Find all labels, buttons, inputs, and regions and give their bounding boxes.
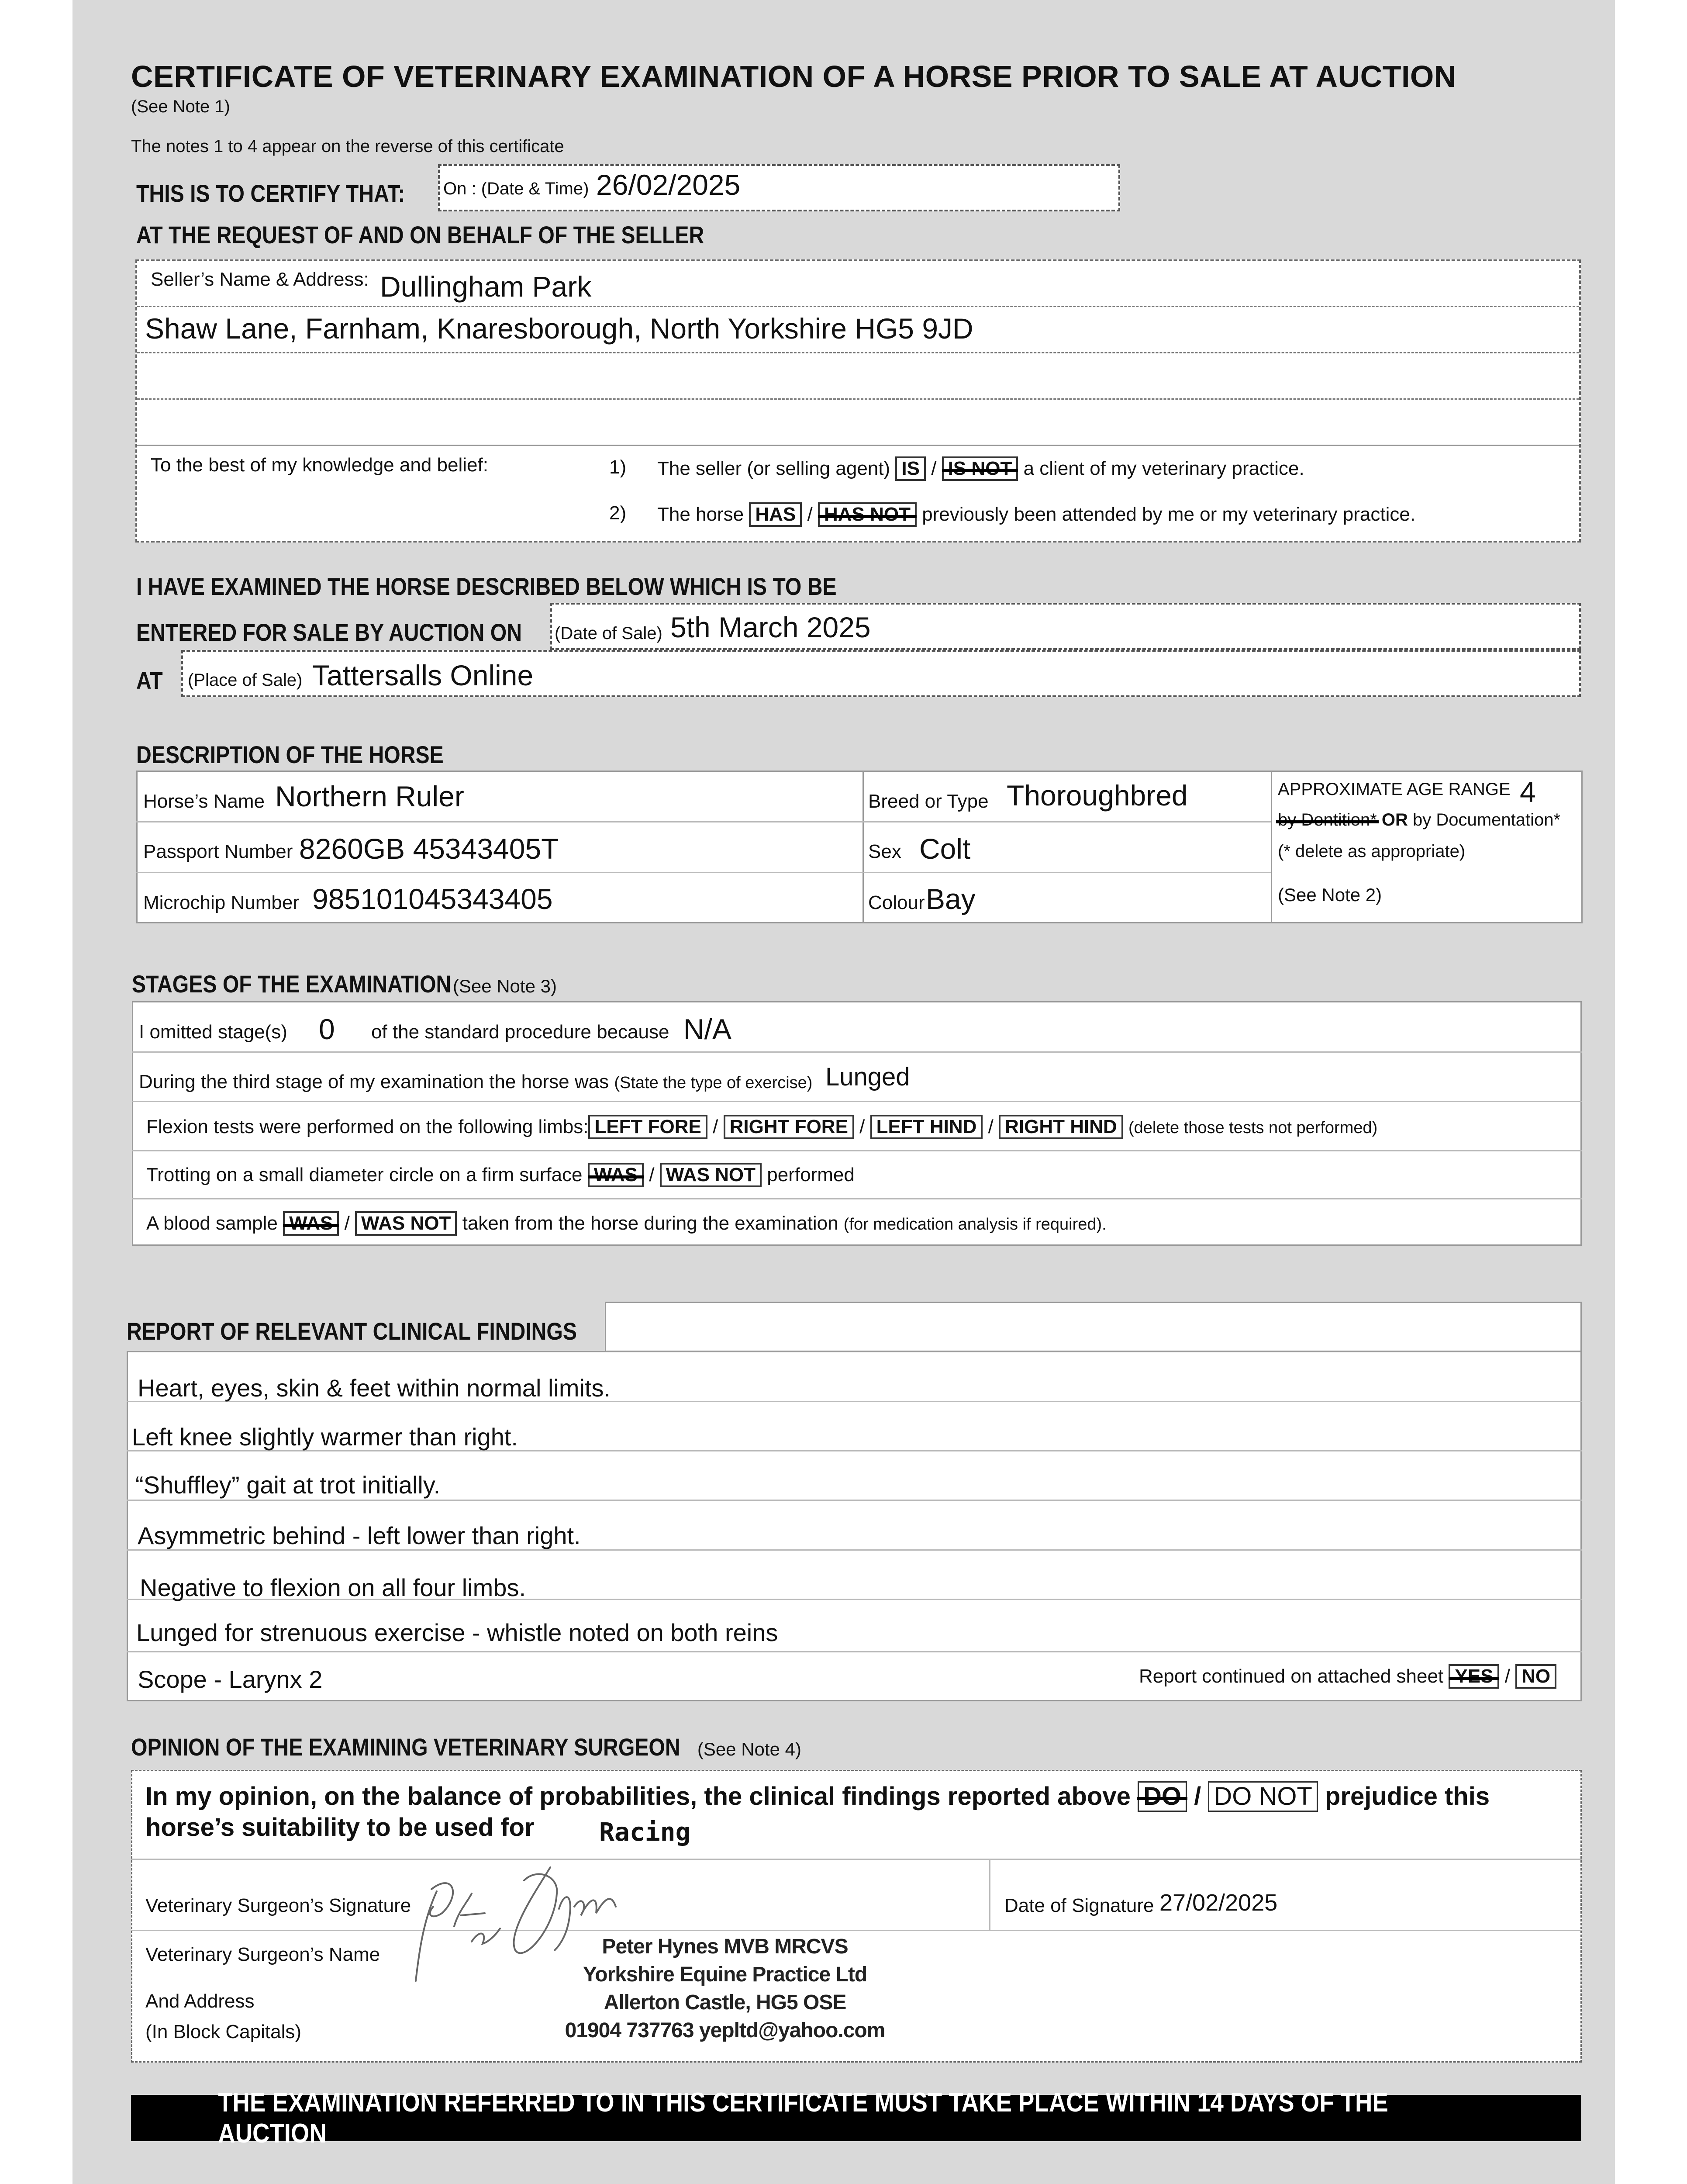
entered-label: ENTERED FOR SALE BY AUCTION ON (136, 619, 522, 646)
seller-box (135, 259, 1581, 543)
table-divider (132, 1150, 1582, 1151)
seller-name-value[interactable]: Dullingham Park (380, 270, 592, 303)
slash: / (713, 1116, 718, 1137)
seller-divider (137, 398, 1579, 400)
item2-pre: The horse (657, 504, 744, 525)
finding-line[interactable]: Scope - Larynx 2 (138, 1666, 323, 1693)
blood-was-not-option[interactable]: WAS NOT (355, 1211, 457, 1236)
findings-line (127, 1651, 1582, 1652)
table-divider (862, 771, 864, 923)
third-stage-row (139, 1071, 812, 1093)
seller-divider (137, 445, 1579, 446)
on-label: On : (Date & Time) (443, 179, 589, 198)
third-stage-note: (State the type of exercise) (614, 1074, 813, 1092)
flexion-right-fore[interactable]: RIGHT FORE (724, 1115, 854, 1139)
item1-pre: The seller (or selling agent) (657, 458, 890, 479)
colour-value[interactable]: Bay (926, 883, 976, 915)
or-text: OR (1381, 810, 1408, 829)
certificate-title: CERTIFICATE OF VETERINARY EXAMINATION OF A HORSE PRIOR TO SALE AT AUCTION (131, 59, 1456, 93)
seller-divider (137, 306, 1579, 307)
horse-name-label: Horse’s Name (143, 791, 265, 812)
delete-note: (* delete as appropriate) (1278, 842, 1466, 861)
table-divider (136, 821, 1271, 822)
age-label: APPROXIMATE AGE RANGE (1278, 780, 1511, 799)
slash: / (649, 1164, 655, 1185)
flexion-row (146, 1115, 1377, 1139)
opinion-heading (131, 1733, 801, 1761)
examined-label: I HAVE EXAMINED THE HORSE DESCRIBED BELOW WHICH IS TO BE (136, 573, 837, 600)
opinion-text-pre: In my opinion, on the balance of probabilities, the clinical findings reported above (145, 1782, 1131, 1811)
passport-label: Passport Number (143, 841, 293, 862)
opinion-note: (See Note 4) (697, 1739, 801, 1759)
finding-line[interactable]: “Shuffley” gait at trot initially. (135, 1471, 441, 1499)
third-stage-label: During the third stage of my examination the horse was (139, 1071, 609, 1092)
table-divider (1271, 771, 1272, 923)
opinion-line2: horse’s suitability to be used for (145, 1813, 535, 1842)
description-heading: DESCRIPTION OF THE HORSE (136, 741, 444, 768)
omitted-label: I omitted stage(s) (139, 1021, 287, 1043)
exam-date-value: 26/02/2025 (596, 169, 741, 201)
trotting-was-option[interactable]: WAS (588, 1163, 644, 1187)
slash: / (859, 1116, 865, 1137)
age-method (1278, 810, 1560, 830)
horse-name-value[interactable]: Northern Ruler (275, 780, 464, 812)
stamp-line: Peter Hynes MVB MRCVS (602, 1935, 848, 1958)
by-dentition-option[interactable]: by Dentition* (1278, 810, 1377, 829)
table-divider (132, 1101, 1582, 1102)
see-note-2: (See Note 2) (1278, 885, 1382, 905)
continued-label: Report continued on attached sheet (1139, 1666, 1444, 1687)
request-label: AT THE REQUEST OF AND ON BEHALF OF THE SELLER (136, 221, 704, 249)
at-label: AT (136, 667, 163, 694)
microchip-label: Microchip Number (143, 892, 299, 913)
flexion-label: Flexion tests were performed on the following limbs: (146, 1116, 589, 1137)
opinion-line1 (145, 1781, 1490, 1812)
opinion-do-not-option[interactable]: DO NOT (1208, 1781, 1318, 1812)
colour-label: Colour (868, 892, 925, 913)
breed-value[interactable]: Thoroughbred (1007, 779, 1188, 812)
vet-name-label: Veterinary Surgeon’s Name (145, 1944, 380, 1965)
table-divider (136, 872, 1271, 873)
sale-place-value: Tattersalls Online (312, 659, 534, 691)
trotting-was-not-option[interactable]: WAS NOT (660, 1163, 762, 1187)
notes-text: The notes 1 to 4 appear on the reverse of this certificate (131, 137, 564, 156)
opinion-divider (131, 1859, 1582, 1860)
procedure-value[interactable]: N/A (683, 1013, 732, 1045)
breed-label: Breed or Type (868, 791, 989, 812)
flexion-right-hind[interactable]: RIGHT HIND (999, 1115, 1123, 1139)
findings-line (127, 1500, 1582, 1501)
sex-value[interactable]: Colt (919, 833, 971, 865)
findings-header-box (605, 1302, 1582, 1352)
vet-stamp (546, 1933, 904, 2045)
trotting-row (146, 1163, 855, 1187)
item1-row (657, 456, 1304, 481)
slash: / (988, 1116, 994, 1137)
sex-label: Sex (868, 841, 901, 862)
continued-yes-option[interactable]: YES (1449, 1664, 1499, 1689)
stamp-line: Yorkshire Equine Practice Ltd (583, 1963, 867, 1986)
stages-heading (132, 970, 557, 998)
opinion-divider (989, 1859, 990, 1930)
seller-is-not-option[interactable]: IS NOT (942, 456, 1018, 481)
address-label: And Address (145, 1990, 255, 2012)
blood-label: A blood sample (146, 1213, 278, 1234)
seller-name-label: Seller’s Name & Address: (151, 269, 369, 290)
stages-note: (See Note 3) (452, 976, 557, 996)
blood-was-option[interactable]: WAS (283, 1211, 339, 1236)
item2-number: 2) (609, 502, 627, 524)
omitted-value[interactable]: 0 (319, 1013, 335, 1045)
slash: / (807, 504, 813, 525)
continued-row (1139, 1664, 1556, 1689)
item2-row (657, 502, 1415, 527)
see-note-1: (See Note 1) (131, 97, 230, 116)
continued-no-option[interactable]: NO (1515, 1664, 1556, 1689)
finding-line[interactable]: Lunged for strenuous exercise - whistle noted on both reins (136, 1619, 778, 1646)
item2-post: previously been attended by me or my veterinary practice. (922, 504, 1416, 525)
date-signature-value[interactable]: 27/02/2025 (1159, 1890, 1278, 1916)
table-divider (132, 1198, 1582, 1199)
finding-line[interactable]: Negative to flexion on all four limbs. (140, 1574, 526, 1601)
horse-has-not-option[interactable]: HAS NOT (818, 502, 917, 527)
flexion-left-fore[interactable]: LEFT FORE (588, 1115, 707, 1139)
by-documentation-option[interactable]: by Documentation* (1413, 810, 1561, 829)
slash: / (344, 1213, 350, 1234)
table-divider (132, 1051, 1582, 1053)
opinion-divider (131, 1930, 1582, 1931)
certify-label: THIS IS TO CERTIFY THAT: (136, 180, 405, 207)
opinion-title: OPINION OF THE EXAMINING VETERINARY SURGEON (131, 1733, 680, 1761)
procedure-label: of the standard procedure because (371, 1021, 669, 1043)
horse-has-option[interactable]: HAS (749, 502, 802, 527)
age-value[interactable]: 4 (1520, 776, 1536, 808)
use-value[interactable]: Racing (599, 1817, 691, 1847)
slash: / (1194, 1782, 1201, 1811)
opinion-do-option[interactable]: DO (1138, 1781, 1187, 1812)
item1-number: 1) (609, 456, 627, 478)
microchip-value[interactable]: 985101045343405 (312, 883, 553, 915)
footer-banner (131, 2087, 1581, 2149)
opinion-text-post: prejudice this (1325, 1782, 1490, 1811)
findings-heading: REPORT OF RELEVANT CLINICAL FINDINGS (127, 1317, 577, 1345)
passport-value[interactable]: 8260GB 45343405T (299, 833, 559, 865)
sale-place-label: (Place of Sale) (188, 670, 303, 690)
seller-address-value[interactable]: Shaw Lane, Farnham, Knaresborough, North Yorkshire HG5 9JD (145, 312, 973, 345)
footer-text: THE EXAMINATION REFERRED TO IN THIS CERTIFICATE MUST TAKE PLACE WITHIN 14 DAYS OF THE AUCTION (218, 2087, 1388, 2149)
stamp-line: 01904 737763 yepltd@yahoo.com (565, 2019, 885, 2042)
block-caps-label: (In Block Capitals) (145, 2021, 302, 2042)
trotting-post: performed (767, 1164, 855, 1185)
sale-date-label: (Date of Sale) (555, 624, 662, 643)
seller-is-option[interactable]: IS (895, 456, 926, 481)
blood-note: (for medication analysis if required). (843, 1215, 1107, 1234)
stamp-line: Allerton Castle, HG5 OSE (604, 1991, 846, 2014)
slash: / (1504, 1666, 1510, 1687)
signature-label: Veterinary Surgeon’s Signature (145, 1895, 411, 1916)
belief-label: To the best of my knowledge and belief: (151, 454, 488, 476)
third-stage-value[interactable]: Lunged (825, 1063, 910, 1091)
flexion-note: (delete those tests not performed) (1128, 1119, 1378, 1137)
finding-line[interactable]: Asymmetric behind - left lower than right. (138, 1522, 581, 1549)
blood-row (146, 1211, 1107, 1236)
flexion-left-hind[interactable]: LEFT HIND (870, 1115, 983, 1139)
trotting-label: Trotting on a small diameter circle on a firm surface (146, 1164, 583, 1185)
finding-line[interactable]: Heart, eyes, skin & feet within normal limits. (138, 1374, 611, 1402)
seller-divider (137, 352, 1579, 353)
stages-title: STAGES OF THE EXAMINATION (132, 970, 452, 998)
blood-post: taken from the horse during the examination (462, 1213, 838, 1234)
finding-line[interactable]: Left knee slightly warmer than right. (132, 1423, 518, 1451)
sale-date-value: 5th March 2025 (670, 611, 871, 643)
slash: / (931, 458, 937, 479)
item1-post: a client of my veterinary practice. (1023, 458, 1304, 479)
date-signature-label: Date of Signature (1004, 1895, 1154, 1916)
